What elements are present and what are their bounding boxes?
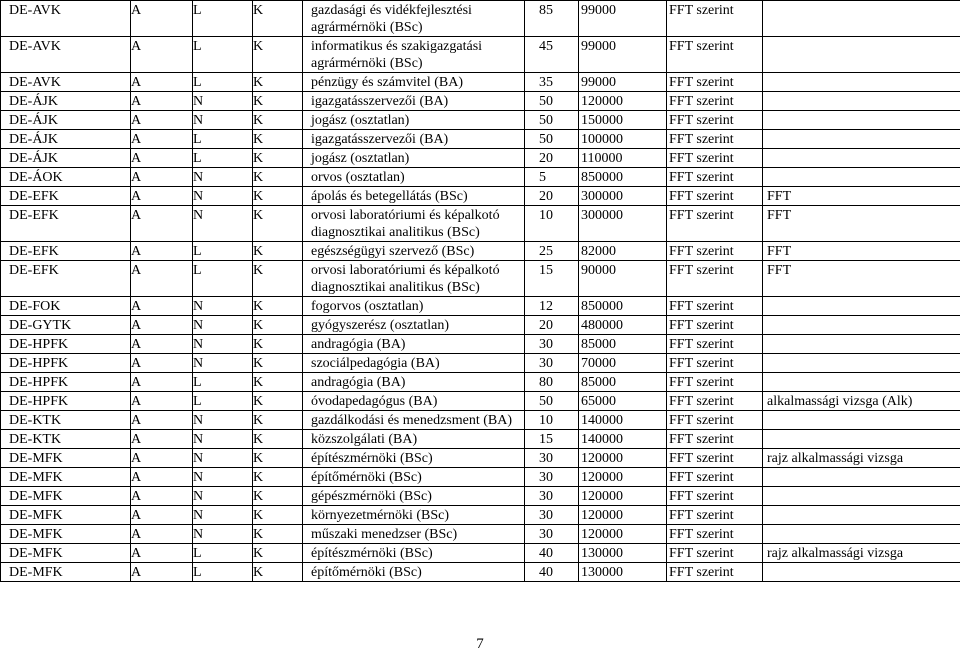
ranking-basis-cell: FFT szerint (667, 37, 763, 73)
quota-cell: 50 (525, 130, 579, 149)
funding-type-cell: N (193, 430, 253, 449)
fee-cell: 130000 (579, 563, 667, 582)
schedule-cell: K (253, 544, 303, 563)
faculty-cell: DE-MFK (1, 563, 131, 582)
faculty-cell: DE-EFK (1, 187, 131, 206)
extra-requirement-cell: FFT (763, 206, 960, 242)
ranking-basis-cell: FFT szerint (667, 335, 763, 354)
program-cell: andragógia (BA) (303, 335, 525, 354)
extra-requirement-cell (763, 468, 960, 487)
quota-cell: 50 (525, 392, 579, 411)
funding-type-cell: N (193, 92, 253, 111)
table-row (1, 563, 960, 582)
ranking-basis-cell: FFT szerint (667, 149, 763, 168)
table-row (1, 149, 960, 168)
schedule-cell: K (253, 149, 303, 168)
table-row (1, 1, 960, 37)
faculty-cell: DE-ÁJK (1, 92, 131, 111)
table-row (1, 187, 960, 206)
fee-cell: 90000 (579, 261, 667, 297)
study-form-cell: A (131, 335, 193, 354)
faculty-cell: DE-FOK (1, 297, 131, 316)
table-row (1, 37, 960, 73)
faculty-cell: DE-AVK (1, 1, 131, 37)
schedule-cell: K (253, 168, 303, 187)
study-form-cell: A (131, 37, 193, 73)
program-cell: pénzügy és számvitel (BA) (303, 73, 525, 92)
table-row (1, 506, 960, 525)
ranking-basis-cell: FFT szerint (667, 487, 763, 506)
faculty-cell: DE-HPFK (1, 335, 131, 354)
quota-cell: 15 (525, 430, 579, 449)
program-cell: igazgatásszervezői (BA) (303, 130, 525, 149)
study-form-cell: A (131, 168, 193, 187)
ranking-basis-cell: FFT szerint (667, 468, 763, 487)
fee-cell: 850000 (579, 297, 667, 316)
fee-cell: 120000 (579, 525, 667, 544)
ranking-basis-cell: FFT szerint (667, 1, 763, 37)
faculty-cell: DE-HPFK (1, 373, 131, 392)
faculty-cell: DE-ÁOK (1, 168, 131, 187)
funding-type-cell: L (193, 242, 253, 261)
quota-cell: 30 (525, 335, 579, 354)
program-cell: gazdasági és vidékfejlesztési agrármérnöki (BSc) (303, 1, 525, 37)
faculty-cell: DE-AVK (1, 73, 131, 92)
fee-cell: 110000 (579, 149, 667, 168)
study-form-cell: A (131, 242, 193, 261)
quota-cell: 12 (525, 297, 579, 316)
fee-cell: 850000 (579, 168, 667, 187)
schedule-cell: K (253, 92, 303, 111)
study-form-cell: A (131, 411, 193, 430)
schedule-cell: K (253, 392, 303, 411)
study-form-cell: A (131, 92, 193, 111)
table-row (1, 73, 960, 92)
study-form-cell: A (131, 73, 193, 92)
program-cell: jogász (osztatlan) (303, 111, 525, 130)
program-cell: építészmérnöki (BSc) (303, 544, 525, 563)
program-cell: informatikus és szakigazgatási agrármérnöki (BSc) (303, 37, 525, 73)
table-row (1, 111, 960, 130)
extra-requirement-cell (763, 525, 960, 544)
table-row (1, 130, 960, 149)
extra-requirement-cell (763, 563, 960, 582)
funding-type-cell: N (193, 468, 253, 487)
funding-type-cell: N (193, 297, 253, 316)
study-form-cell: A (131, 149, 193, 168)
program-cell: műszaki menedzser (BSc) (303, 525, 525, 544)
fee-cell: 300000 (579, 187, 667, 206)
funding-type-cell: N (193, 335, 253, 354)
program-cell: építészmérnöki (BSc) (303, 449, 525, 468)
ranking-basis-cell: FFT szerint (667, 130, 763, 149)
quota-cell: 40 (525, 563, 579, 582)
extra-requirement-cell (763, 506, 960, 525)
table-row (1, 297, 960, 316)
ranking-basis-cell: FFT szerint (667, 168, 763, 187)
faculty-cell: DE-KTK (1, 430, 131, 449)
ranking-basis-cell: FFT szerint (667, 206, 763, 242)
funding-type-cell: L (193, 373, 253, 392)
program-cell: környezetmérnöki (BSc) (303, 506, 525, 525)
table-row (1, 354, 960, 373)
table-row (1, 468, 960, 487)
schedule-cell: K (253, 261, 303, 297)
table-row (1, 335, 960, 354)
quota-cell: 30 (525, 468, 579, 487)
fee-cell: 85000 (579, 373, 667, 392)
funding-type-cell: L (193, 73, 253, 92)
schedule-cell: K (253, 525, 303, 544)
funding-type-cell: L (193, 392, 253, 411)
table-body (1, 1, 960, 582)
faculty-cell: DE-ÁJK (1, 149, 131, 168)
schedule-cell: K (253, 563, 303, 582)
schedule-cell: K (253, 373, 303, 392)
table-row (1, 206, 960, 242)
faculty-cell: DE-HPFK (1, 392, 131, 411)
study-form-cell: A (131, 206, 193, 242)
fee-cell: 82000 (579, 242, 667, 261)
faculty-cell: DE-EFK (1, 261, 131, 297)
table-row (1, 242, 960, 261)
quota-cell: 30 (525, 525, 579, 544)
schedule-cell: K (253, 449, 303, 468)
schedule-cell: K (253, 37, 303, 73)
quota-cell: 20 (525, 316, 579, 335)
extra-requirement-cell: FFT (763, 242, 960, 261)
faculty-cell: DE-EFK (1, 206, 131, 242)
table-row (1, 411, 960, 430)
schedule-cell: K (253, 242, 303, 261)
ranking-basis-cell: FFT szerint (667, 73, 763, 92)
funding-type-cell: N (193, 206, 253, 242)
schedule-cell: K (253, 187, 303, 206)
ranking-basis-cell: FFT szerint (667, 430, 763, 449)
faculty-cell: DE-KTK (1, 411, 131, 430)
ranking-basis-cell: FFT szerint (667, 316, 763, 335)
fee-cell: 120000 (579, 449, 667, 468)
study-form-cell: A (131, 487, 193, 506)
program-cell: ápolás és betegellátás (BSc) (303, 187, 525, 206)
program-cell: gépészmérnöki (BSc) (303, 487, 525, 506)
program-cell: jogász (osztatlan) (303, 149, 525, 168)
extra-requirement-cell (763, 149, 960, 168)
ranking-basis-cell: FFT szerint (667, 449, 763, 468)
fee-cell: 65000 (579, 392, 667, 411)
fee-cell: 140000 (579, 430, 667, 449)
schedule-cell: K (253, 468, 303, 487)
study-form-cell: A (131, 449, 193, 468)
funding-type-cell: N (193, 316, 253, 335)
funding-type-cell: N (193, 506, 253, 525)
quota-cell: 20 (525, 187, 579, 206)
faculty-cell: DE-MFK (1, 506, 131, 525)
page-number: 7 (0, 636, 960, 653)
fee-cell: 99000 (579, 37, 667, 73)
ranking-basis-cell: FFT szerint (667, 92, 763, 111)
schedule-cell: K (253, 354, 303, 373)
quota-cell: 50 (525, 92, 579, 111)
schedule-cell: K (253, 73, 303, 92)
table-row (1, 487, 960, 506)
schedule-cell: K (253, 335, 303, 354)
fee-cell: 85000 (579, 335, 667, 354)
ranking-basis-cell: FFT szerint (667, 373, 763, 392)
quota-cell: 30 (525, 449, 579, 468)
study-form-cell: A (131, 392, 193, 411)
funding-type-cell: L (193, 261, 253, 297)
study-form-cell: A (131, 430, 193, 449)
extra-requirement-cell: FFT (763, 187, 960, 206)
study-form-cell: A (131, 187, 193, 206)
quota-cell: 80 (525, 373, 579, 392)
ranking-basis-cell: FFT szerint (667, 525, 763, 544)
extra-requirement-cell (763, 130, 960, 149)
ranking-basis-cell: FFT szerint (667, 111, 763, 130)
extra-requirement-cell (763, 1, 960, 37)
funding-type-cell: L (193, 563, 253, 582)
extra-requirement-cell: rajz alkalmassági vizsga (763, 544, 960, 563)
ranking-basis-cell: FFT szerint (667, 261, 763, 297)
study-form-cell: A (131, 111, 193, 130)
study-form-cell: A (131, 130, 193, 149)
extra-requirement-cell (763, 73, 960, 92)
extra-requirement-cell (763, 487, 960, 506)
fee-cell: 300000 (579, 206, 667, 242)
funding-type-cell: N (193, 487, 253, 506)
table-row (1, 373, 960, 392)
fee-cell: 120000 (579, 92, 667, 111)
fee-cell: 120000 (579, 506, 667, 525)
extra-requirement-cell (763, 37, 960, 73)
fee-cell: 120000 (579, 468, 667, 487)
program-cell: közszolgálati (BA) (303, 430, 525, 449)
extra-requirement-cell (763, 168, 960, 187)
funding-type-cell: L (193, 544, 253, 563)
table-row (1, 168, 960, 187)
fee-cell: 70000 (579, 354, 667, 373)
study-form-cell: A (131, 544, 193, 563)
ranking-basis-cell: FFT szerint (667, 563, 763, 582)
funding-type-cell: N (193, 449, 253, 468)
faculty-cell: DE-MFK (1, 487, 131, 506)
quota-cell: 30 (525, 354, 579, 373)
schedule-cell: K (253, 487, 303, 506)
faculty-cell: DE-ÁJK (1, 130, 131, 149)
program-cell: építőmérnöki (BSc) (303, 563, 525, 582)
quota-cell: 30 (525, 487, 579, 506)
study-form-cell: A (131, 506, 193, 525)
faculty-cell: DE-AVK (1, 37, 131, 73)
program-cell: egészségügyi szervező (BSc) (303, 242, 525, 261)
program-cell: andragógia (BA) (303, 373, 525, 392)
fee-cell: 99000 (579, 1, 667, 37)
funding-type-cell: L (193, 149, 253, 168)
funding-type-cell: N (193, 111, 253, 130)
table-row (1, 544, 960, 563)
program-cell: orvos (osztatlan) (303, 168, 525, 187)
schedule-cell: K (253, 506, 303, 525)
table-row (1, 316, 960, 335)
study-form-cell: A (131, 1, 193, 37)
quota-cell: 15 (525, 261, 579, 297)
faculty-cell: DE-GYTK (1, 316, 131, 335)
funding-type-cell: N (193, 168, 253, 187)
quota-cell: 85 (525, 1, 579, 37)
table-row (1, 525, 960, 544)
table-row (1, 92, 960, 111)
extra-requirement-cell: alkalmassági vizsga (Alk) (763, 392, 960, 411)
faculty-cell: DE-ÁJK (1, 111, 131, 130)
table-row (1, 392, 960, 411)
table-row (1, 449, 960, 468)
schedule-cell: K (253, 1, 303, 37)
study-form-cell: A (131, 468, 193, 487)
program-cell: orvosi laboratóriumi és képalkotó diagnosztikai analitikus (BSc) (303, 261, 525, 297)
funding-type-cell: N (193, 187, 253, 206)
quota-cell: 25 (525, 242, 579, 261)
schedule-cell: K (253, 316, 303, 335)
quota-cell: 20 (525, 149, 579, 168)
funding-type-cell: L (193, 130, 253, 149)
quota-cell: 45 (525, 37, 579, 73)
schedule-cell: K (253, 206, 303, 242)
schedule-cell: K (253, 430, 303, 449)
quota-cell: 30 (525, 506, 579, 525)
table-row (1, 430, 960, 449)
study-form-cell: A (131, 297, 193, 316)
extra-requirement-cell: FFT (763, 261, 960, 297)
funding-type-cell: L (193, 37, 253, 73)
extra-requirement-cell (763, 111, 960, 130)
faculty-cell: DE-MFK (1, 449, 131, 468)
program-cell: igazgatásszervezői (BA) (303, 92, 525, 111)
funding-type-cell: N (193, 525, 253, 544)
funding-type-cell: N (193, 354, 253, 373)
quota-cell: 5 (525, 168, 579, 187)
faculty-cell: DE-EFK (1, 242, 131, 261)
ranking-basis-cell: FFT szerint (667, 297, 763, 316)
extra-requirement-cell (763, 92, 960, 111)
quota-cell: 10 (525, 411, 579, 430)
study-form-cell: A (131, 373, 193, 392)
extra-requirement-cell (763, 297, 960, 316)
program-cell: orvosi laboratóriumi és képalkotó diagnosztikai analitikus (BSc) (303, 206, 525, 242)
ranking-basis-cell: FFT szerint (667, 411, 763, 430)
ranking-basis-cell: FFT szerint (667, 187, 763, 206)
extra-requirement-cell: rajz alkalmassági vizsga (763, 449, 960, 468)
quota-cell: 40 (525, 544, 579, 563)
extra-requirement-cell (763, 354, 960, 373)
fee-cell: 100000 (579, 130, 667, 149)
ranking-basis-cell: FFT szerint (667, 354, 763, 373)
fee-cell: 130000 (579, 544, 667, 563)
quota-cell: 10 (525, 206, 579, 242)
faculty-cell: DE-HPFK (1, 354, 131, 373)
schedule-cell: K (253, 130, 303, 149)
ranking-basis-cell: FFT szerint (667, 242, 763, 261)
extra-requirement-cell (763, 430, 960, 449)
program-cell: gazdálkodási és menedzsment (BA) (303, 411, 525, 430)
ranking-basis-cell: FFT szerint (667, 506, 763, 525)
study-form-cell: A (131, 261, 193, 297)
faculty-cell: DE-MFK (1, 525, 131, 544)
fee-cell: 150000 (579, 111, 667, 130)
program-cell: szociálpedagógia (BA) (303, 354, 525, 373)
extra-requirement-cell (763, 411, 960, 430)
study-form-cell: A (131, 525, 193, 544)
funding-type-cell: N (193, 411, 253, 430)
faculty-cell: DE-MFK (1, 468, 131, 487)
extra-requirement-cell (763, 373, 960, 392)
extra-requirement-cell (763, 335, 960, 354)
study-form-cell: A (131, 563, 193, 582)
program-cell: fogorvos (osztatlan) (303, 297, 525, 316)
program-cell: gyógyszerész (osztatlan) (303, 316, 525, 335)
ranking-basis-cell: FFT szerint (667, 392, 763, 411)
fee-cell: 120000 (579, 487, 667, 506)
extra-requirement-cell (763, 316, 960, 335)
fee-cell: 99000 (579, 73, 667, 92)
table-row (1, 261, 960, 297)
schedule-cell: K (253, 297, 303, 316)
schedule-cell: K (253, 111, 303, 130)
program-cell: építőmérnöki (BSc) (303, 468, 525, 487)
funding-type-cell: L (193, 1, 253, 37)
schedule-cell: K (253, 411, 303, 430)
study-form-cell: A (131, 354, 193, 373)
fee-cell: 140000 (579, 411, 667, 430)
quota-cell: 50 (525, 111, 579, 130)
study-form-cell: A (131, 316, 193, 335)
program-cell: óvodapedagógus (BA) (303, 392, 525, 411)
fee-cell: 480000 (579, 316, 667, 335)
quota-cell: 35 (525, 73, 579, 92)
faculty-cell: DE-MFK (1, 544, 131, 563)
ranking-basis-cell: FFT szerint (667, 544, 763, 563)
